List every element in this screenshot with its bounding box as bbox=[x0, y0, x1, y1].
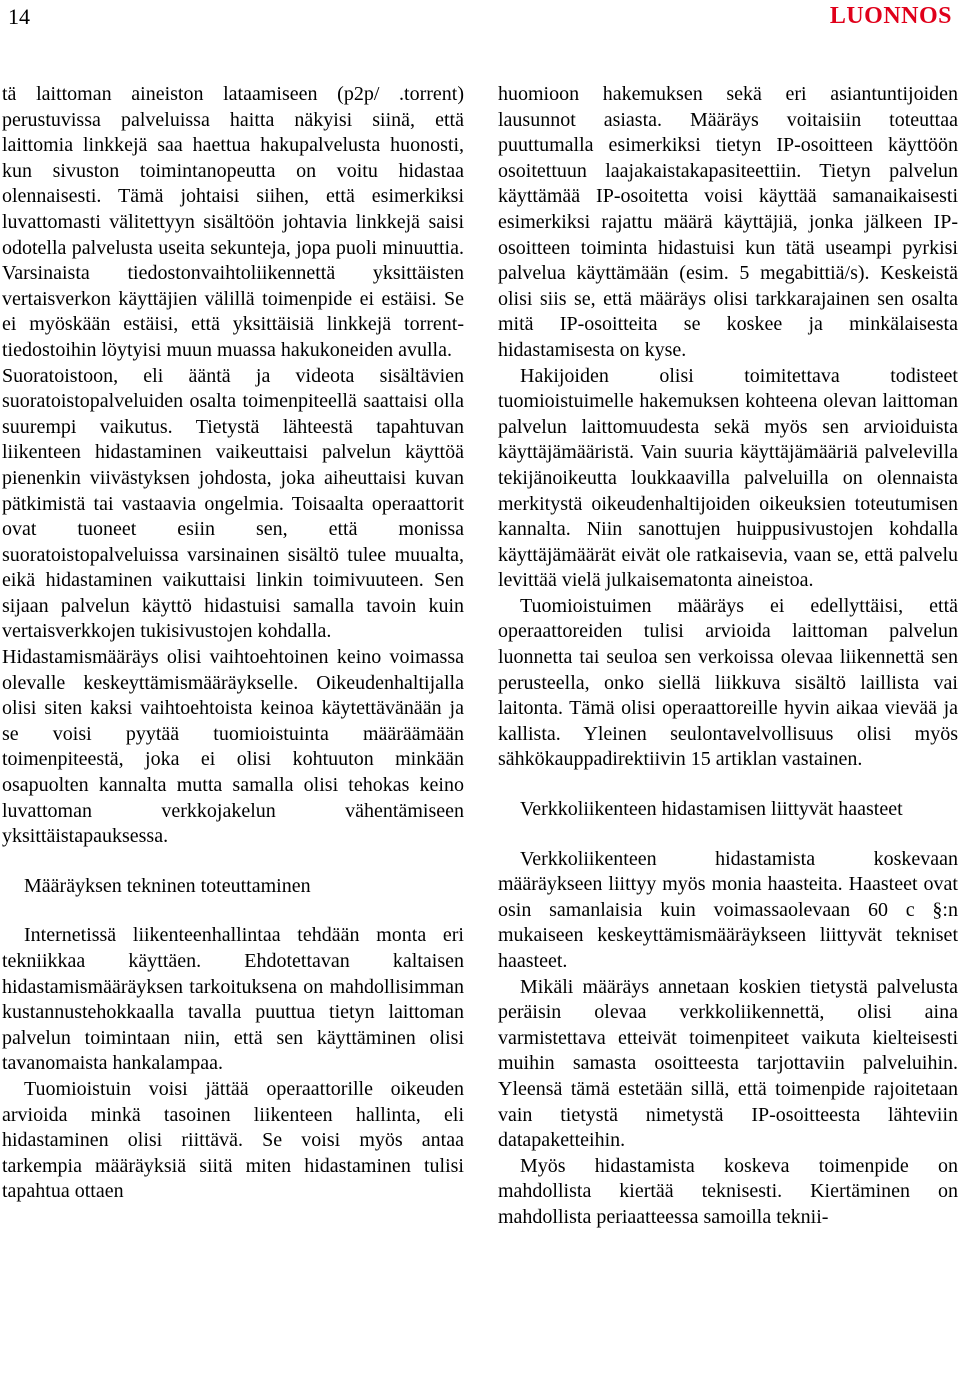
paragraph: Verkkoliikenteen hidastamista koskevaan määräykseen liittyy myös monia haasteita. Haasteet ovat osin samanlaisia kuin voimassaolevaan 60 c §:n mukaiseen keskeyttämismääräykseen liittyvät tekniset haasteet. bbox=[498, 847, 958, 972]
paragraph: Suoratoistoon, eli ääntä ja videota sisältävien suoratoistopalveluiden osalta toimenpiteellä saattaisi olla suurempi vaikutus. Tietystä lähteestä tapahtuvan liikenteen hidastaminen vaikeuttaisi palvelun käyttöä pienenkin viivästyksen johdosta, joka aiheuttaisi kuvan pätkimistä tai vastaavia ongelmia. Toisaalta operaattorit ovat tuoneet esiin sen, että monissa suoratoistopalveluissa varsinainen sisältö tulee muualta, eikä hidastaminen vaikuttaisi linkin toimivuuteen. Sen sijaan palvelun käyttö hidastuisi samalla tavoin kuin vertaisverkkojen tukisivustojen kohdalla. bbox=[2, 364, 464, 643]
paragraph: Hakijoiden olisi toimitettava todisteet tuomioistuimelle hakemuksen kohteena olevan laittoman palvelun laittomuudesta sekä myös sen arvioiduista käyttäjämääristä. Vain suuria käyttäjämääriä palvelevilla tekijänoikeutta loukkaavilla palveluilla on olennaista merkitystä oikeudenhaltijoiden oikeuksien toteutumisen kannalta. Niin sanottujen huippusivustojen kohdalla käyttäjämäärät eivät ole ratkaisevia, vaan se, että palvelu levittää vielä julkaisematonta aineistoa. bbox=[498, 364, 958, 592]
paragraph: Tuomioistuimen määräys ei edellyttäisi, että operaattoreiden tulisi arvioida laittoman palvelun luonnetta tai seuloa sen verkoissa olevaa liikennettä sen perusteella, onko siellä liikkuva sisältö laillista vai laitonta. Tämä olisi operaattoreille hyvin aikaa vievää ja kallista. Yleinen seulontavelvollisuus olisi myös sähkökauppadirektiivin 15 artiklan vastainen. bbox=[498, 594, 958, 771]
paragraph: tä laittoman aineiston lataamiseen (p2p/ .torrent) perustuvissa palveluissa haitta näkyisi siinä, että laittomia linkkejä saa haettua hakupalvelusta huonosti, kun sivuston toimintanopeutta on voitu hidastaa olennaisesti. Tämä johtaisi siihen, että esimerkiksi luvattomasti välitettyyn sisältöön johtavia linkkejä saisi odotella palvelusta useita sekunteja, jopa puoli minuuttia. Varsinaista tiedostonvaihtoliikennettä yksittäisten vertaisverkon käyttäjien välillä toimenpide ei estäisi. Se ei myöskään estäisi, että yksittäisiä linkkejä torrent-tiedostoihin löytyisi muun muassa hakukoneiden avulla. bbox=[2, 83, 464, 361]
draft-label: LUONNOS bbox=[829, 3, 952, 29]
section-heading: Verkkoliikenteen hidastamisen liittyvät haasteet bbox=[520, 798, 903, 821]
right-column bbox=[498, 82, 958, 1231]
paragraph: Mikäli määräys annetaan koskien tietystä palvelusta peräisin olevaa verkkoliikennettä, olisi aina varmistettava etteivät toimenpiteet vaikuta kielteisesti muihin samasta osoitteesta tarjottaviin palveluihin. Yleensä tämä estetään sillä, että toimenpide rajoitetaan vain tietystä nimetystä IP-osoitteesta lähteviin datapaketteihin. bbox=[498, 975, 958, 1152]
page-number: 14 bbox=[8, 4, 30, 29]
left-column bbox=[2, 82, 464, 1205]
paragraph: Hidastamismääräys olisi vaihtoehtoinen keino voimassa olevalle keskeyttämismääräykselle. Oikeudenhaltijalla olisi siten kaksi vaihtoehtoista keinoa käytettävänään ja se voisi pyytää tuomioistuinta määräämään toimenpiteestä, joka ei olisi kohtuuton minkään osapuolten kannalta mutta samalla olisi tehokas keino luvattoman verkkojakelun vähentämiseen yksittäistapauksessa. bbox=[2, 646, 464, 848]
paragraph: Tuomioistuin voisi jättää operaattorille oikeuden arvioida minkä tasoinen liikenteen hallinta, eli hidastaminen olisi riittävä. Se voisi myös antaa tarkempia määräyksiä siitä miten hidastaminen tulisi tapahtua ottaen bbox=[2, 1077, 464, 1203]
paragraph: huomioon hakemuksen sekä eri asiantuntijoiden lausunnot asiasta. Määräys voitaisiin toteuttaa puuttumalla esimerkiksi tietyn IP-osoitteen käyttöön osoitettuun laajakaistakapasiteettiin. Tietyn palvelun käyttämää IP-osoitetta voisi käyttää samanaikaisesti esimerkiksi rajattu määrä käyttäjiä, jonka jälkeen IP-osoitteen toiminta hidastuisi kun tätä useampi pyrkisi palvelua käyttämään (esim. 5 megabittiä/s). Keskeistä olisi siis se, että määräys olisi tarkkarajainen sen osalta mitä IP-osoitteita se koskee ja minkälaisesta hidastamisesta on kyse. bbox=[498, 83, 958, 361]
section-heading: Määräyksen tekninen toteuttaminen bbox=[24, 874, 311, 897]
paragraph: Internetissä liikenteenhallintaa tehdään monta eri tekniikkaa käyttäen. Ehdotettavan kaltaisen hidastamismääräyksen tarkoituksena on mahdollisimman kustannustehokkaalla tavalla puuttua tietyn laittoman palvelun toimintaan niin, että sen käyttäminen olisi tavanomaista hankalampaa. bbox=[2, 924, 464, 1075]
paragraph: Myös hidastamista koskeva toimenpide on mahdollista kiertää teknisesti. Kiertäminen on mahdollista periaatteessa samoilla teknii- bbox=[498, 1154, 958, 1228]
page-header bbox=[0, 0, 960, 36]
